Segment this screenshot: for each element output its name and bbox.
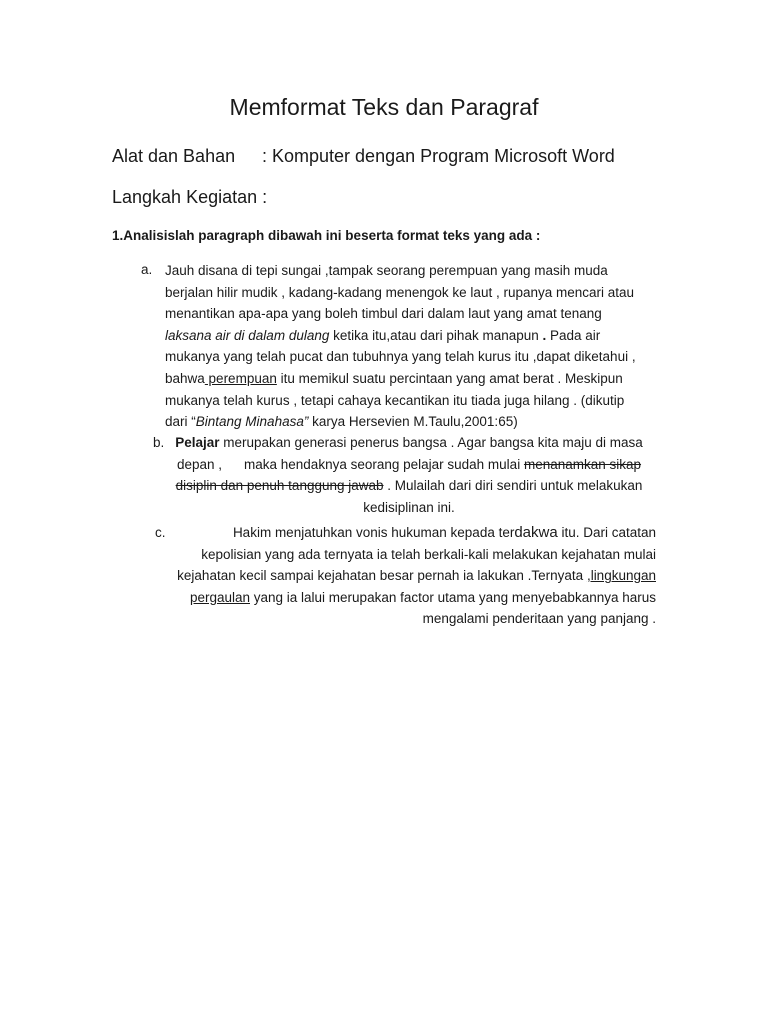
para-b-text-3: . Mulailah dari diri sendiri untuk melakukan kedisiplinan ini. (363, 478, 643, 515)
para-a-bold-dot: . (538, 327, 547, 343)
paragraph-a (165, 260, 650, 433)
paragraph-c (164, 522, 656, 630)
para-b-strike-1: menanamkan sikap disiplin dan penuh tanggung jawab (175, 456, 642, 494)
para-b-bold-1: Pelajar (175, 435, 220, 450)
para-a-underline-1: perempuan (204, 370, 277, 386)
para-a-text-3: Pada air mukanya yang telah pucat dan tubuhnya yang telah kurus itu ,dapat diketahui , bahwa (165, 327, 636, 386)
para-a-italic-2: Bintang Minahasa” (195, 414, 309, 430)
langkah-kegiatan-heading: Langkah Kegiatan : (112, 187, 268, 207)
list-marker-a: a. (141, 262, 153, 277)
para-a-text-4: itu memikul suatu percintaan yang amat berat . Meskipun mukanya telah kurus , tetapi cahaya kecantikan itu tiada juga hilang . (dikutip dari “ (165, 370, 625, 430)
alat-value: : Komputer dengan Program Microsoft Word (262, 146, 615, 166)
para-a-text-1: Jauh disana di tepi sungai ,tampak seorang perempuan yang masih muda berjalan hilir mudik , kadang-kadang menengok ke laut , rupanya mencari atau menantikan apa-apa yang boleh timbul dari dalam laut yang amat tenang (165, 263, 635, 322)
instruction-text: 1.Analisislah paragraph dibawah ini beserta format teks yang ada : (112, 228, 541, 243)
list-marker-c: c. (155, 525, 166, 540)
para-a-italic-1: laksana air di dalam dulang (165, 327, 330, 343)
para-b-text-2: maka hendaknya seorang pelajar sudah mulai (244, 456, 524, 472)
para-b-text-1: merupakan generasi penerus bangsa . Agar bangsa kita maju di masa depan , (176, 435, 643, 472)
para-c-underline-1: ,lingkungan pergaulan (189, 568, 656, 605)
alat-dan-bahan-line (112, 146, 615, 167)
alat-label: Alat dan Bahan (112, 146, 236, 166)
document-title: Memformat Teks dan Paragraf (229, 94, 539, 120)
list-marker-b: b. (153, 435, 165, 450)
para-c-text-3: yang ia lalui merupakan factor utama yang menyebabkannya harus mengalami penderitaan yang panjang . (250, 589, 656, 627)
para-a-text-2: ketika itu,atau dari pihak manapun (329, 327, 539, 343)
para-a-text-5: karya Hersevien M.Taulu,2001:65) (308, 414, 518, 430)
para-c-big-1: dakwa (514, 524, 558, 541)
para-c-text-2: itu. Dari catatan kepolisian yang ada ternyata ia telah berkali-kali melakukan kejahatan mulai kejahatan kecil sampai kejahatan besar pernah ia lakukan .Ternyata (177, 525, 656, 584)
para-c-text-1: Hakim menjatuhkan vonis hukuman kepada ter (232, 525, 515, 540)
paragraph-b (164, 432, 654, 518)
